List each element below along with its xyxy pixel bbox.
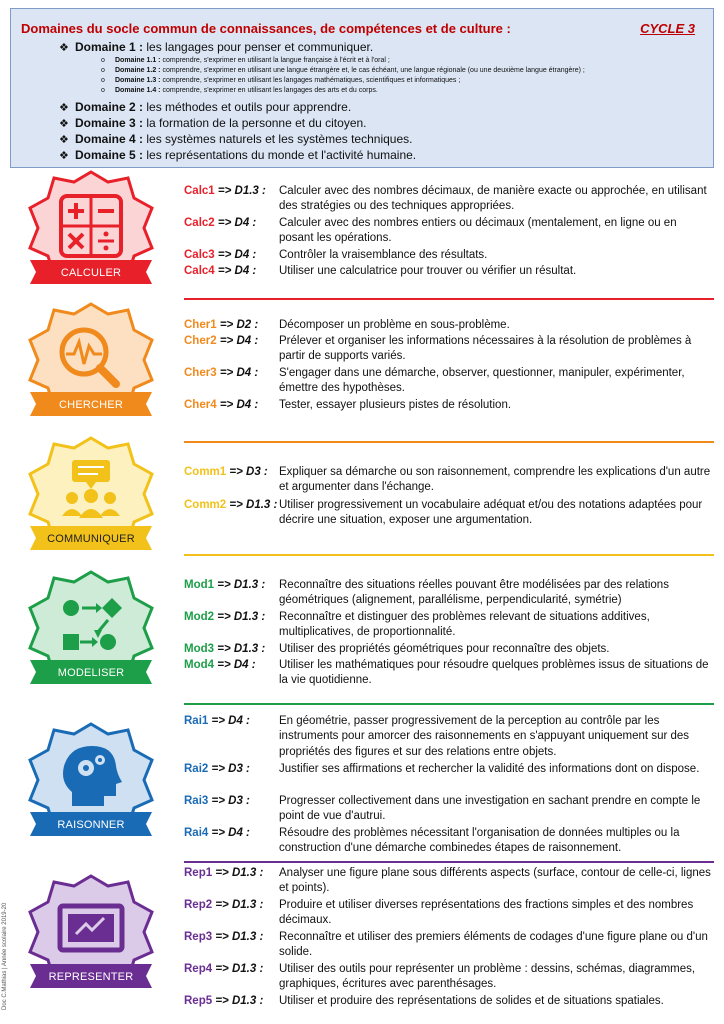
domain-4: ❖ Domaine 4 : les systèmes naturels et les systèmes techniques. (59, 132, 413, 146)
badge-representer (16, 872, 166, 998)
circle-bullet-icon: o (101, 67, 105, 74)
diamond-bullet-icon: ❖ (59, 134, 69, 146)
badge-modeliser (16, 568, 166, 694)
domain-1: ❖ Domaine 1 : les langages pour penser et communiquer. (59, 40, 374, 54)
subdomain-1-3: o Domaine 1.3 : comprendre, s'exprimer en utilisant les langages mathématiques, scientifiques et informatiques ; (101, 77, 461, 84)
circle-bullet-icon: o (101, 57, 105, 64)
badge-label: MODELISER (57, 667, 125, 679)
separator-modeliser (184, 703, 714, 705)
diamond-bullet-icon: ❖ (59, 150, 69, 162)
circle-bullet-icon: o (101, 77, 105, 84)
diamond-bullet-icon: ❖ (59, 118, 69, 130)
separator-raisonner (184, 861, 714, 863)
badge-label: CHERCHER (59, 399, 123, 411)
badge-label: COMMUNIQUER (47, 533, 135, 545)
separator-chercher (184, 441, 714, 443)
badge-label: REPRESENTER (48, 971, 134, 983)
separator-communiquer (184, 554, 714, 556)
domain-3: ❖ Domaine 3 : la formation de la personne et du citoyen. (59, 116, 367, 130)
subdomain-1-2: o Domaine 1.2 : comprendre, s'exprimer en utilisant une langue étrangère et, le cas échéant, une langue régionale (ou une deuxième langue étrangère) ; (101, 67, 585, 74)
subdomain-1-4: o Domaine 1.4 : comprendre, s'exprimer en utilisant les langages des arts et du corps. (101, 87, 378, 94)
cycle-label: CYCLE 3 (640, 21, 695, 36)
footer-credit: Doc C.Mathias | Année scolaire 2019-20 (2, 902, 8, 1010)
badge-raisonner (16, 720, 166, 846)
badge-calculer (16, 168, 166, 294)
badge-communiquer (16, 434, 166, 560)
badge-chercher (16, 300, 166, 426)
domain-5: ❖ Domaine 5 : les représentations du monde et l'activité humaine. (59, 148, 417, 162)
socle-domains-box (10, 8, 714, 168)
circle-bullet-icon: o (101, 87, 105, 94)
subdomain-1-1: o Domaine 1.1 : comprendre, s'exprimer en utilisant la langue française à l'écrit et à l'oral ; (101, 57, 390, 64)
diamond-bullet-icon: ❖ (59, 42, 69, 54)
diamond-bullet-icon: ❖ (59, 102, 69, 114)
header-title: Domaines du socle commun de connaissances, de compétences et de culture : (21, 21, 511, 36)
badge-label: CALCULER (60, 267, 122, 279)
separator-calculer (184, 298, 714, 300)
domain-2: ❖ Domaine 2 : les méthodes et outils pour apprendre. (59, 100, 352, 114)
badge-label: RAISONNER (57, 819, 125, 831)
